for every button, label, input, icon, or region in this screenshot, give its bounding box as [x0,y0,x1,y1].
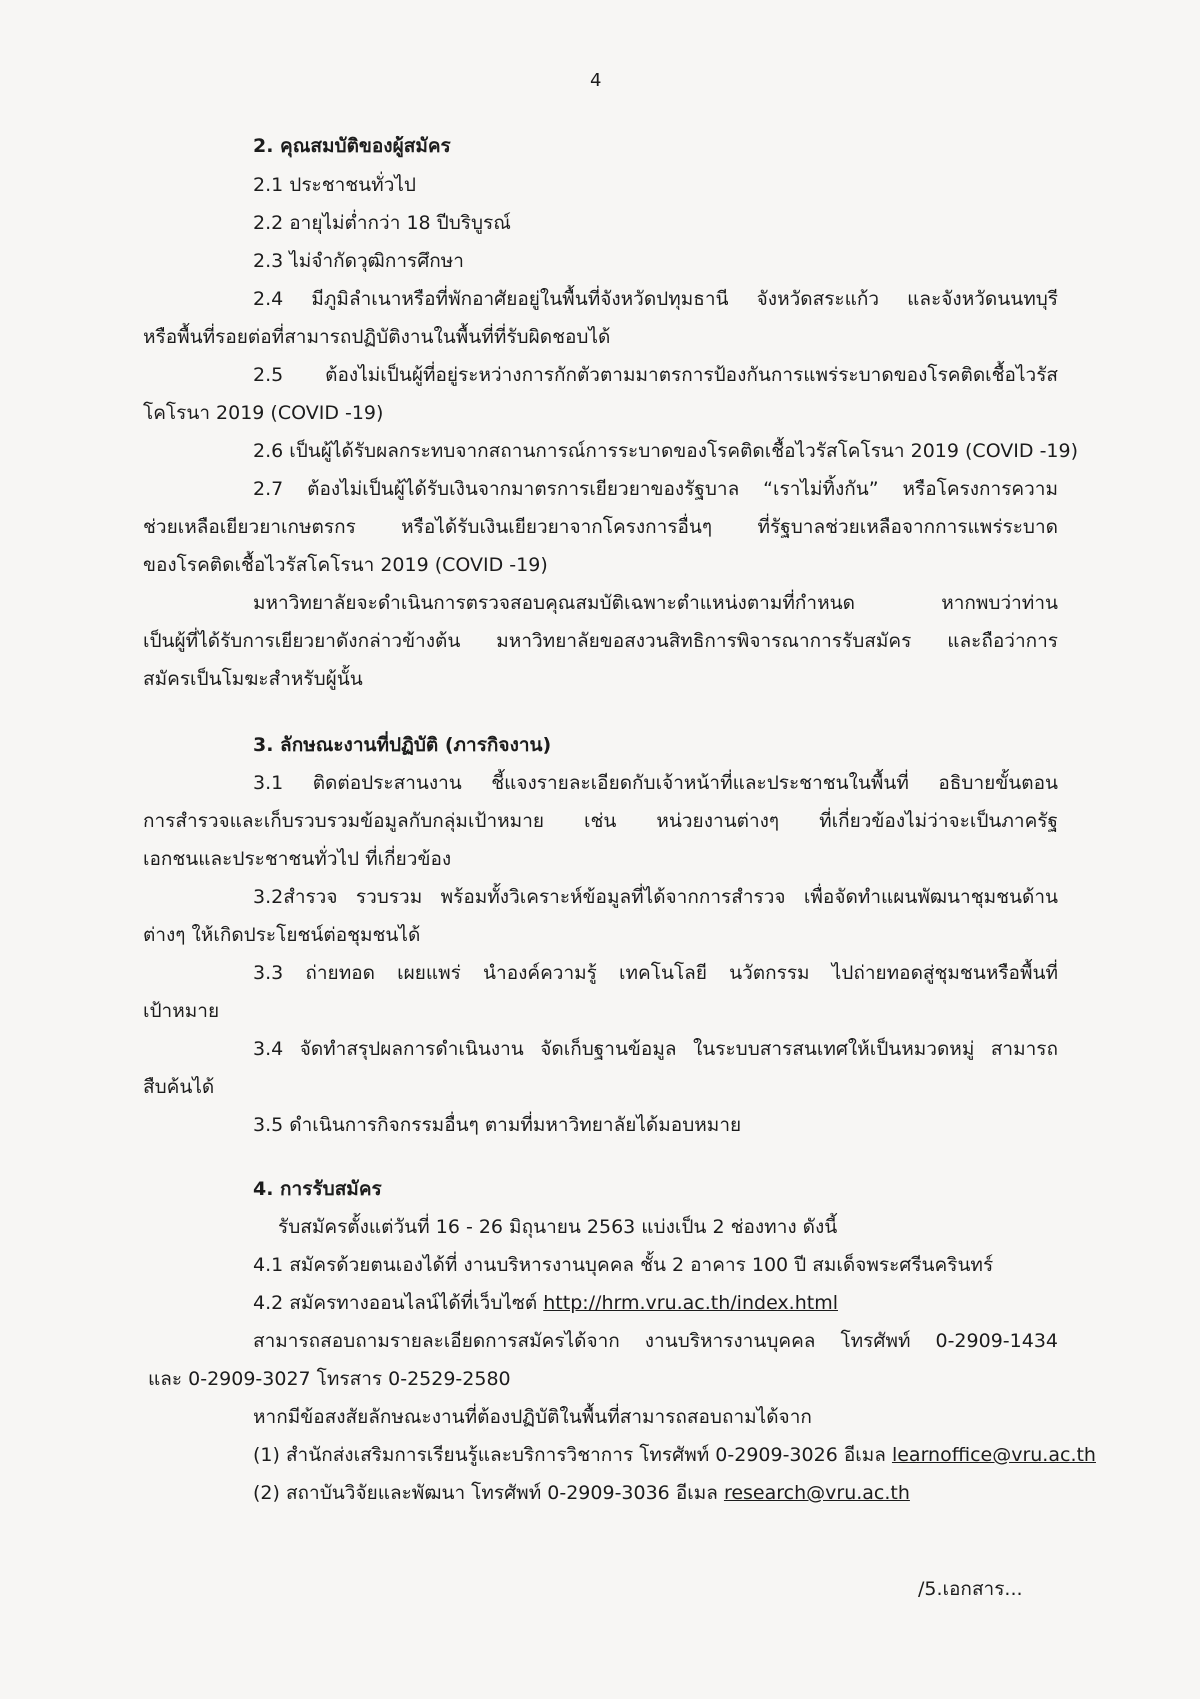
item-3-2-line2: ต่างๆ ให้เกิดประโยชน์ต่อชุมชนได้ [143,924,421,946]
continuation-marker: /5.เอกสาร... [918,1578,1023,1600]
contact-line1: สามารถสอบถามรายละเอียดการสมัครได้จาก งานบริหารงานบุคคล โทรศัพท์ 0-2909-1434 [253,1330,1058,1352]
research-email-link[interactable]: research@vru.ac.th [723,1482,910,1504]
item-3-4-line1: 3.4 จัดทำสรุปผลการดำเนินงาน จัดเก็บฐานข้อมูล ในระบบสารสนเทศให้เป็นหมวดหมู่ สามารถ [253,1038,1058,1060]
item-2-2: 2.2 อายุไม่ต่ำกว่า 18 ปีบริบูรณ์ [253,212,511,234]
section-2-note-line2: เป็นผู้ที่ได้รับการเยียวยาดังกล่าวข้างต้น มหาวิทยาลัยขอสงวนสิทธิการพิจารณาการรับสมัคร และถือว่าการ [143,630,1058,652]
section-4-heading: 4. การรับสมัคร [253,1178,382,1200]
item-2-3: 2.3 ไม่จำกัดวุฒิการศึกษา [253,250,464,272]
item-3-3-line1: 3.3 ถ่ายทอด เผยแพร่ นำองค์ความรู้ เทคโนโลยี นวัตกรรม ไปถ่ายทอดสู่ชุมชนหรือพื้นที่ [253,962,1058,984]
section-3-heading: 3. ลักษณะงานที่ปฏิบัติ (ภารกิจงาน) [253,734,552,756]
contact-1-label: (1) สำนักส่งเสริมการเรียนรู้และบริการวิชาการ โทรศัพท์ 0-2909-3026 อีเมล [253,1444,886,1466]
item-3-2-line1: 3.2สำรวจ รวบรวม พร้อมทั้งวิเคราะห์ข้อมูลที่ได้จากการสำรวจ เพื่อจัดทำแผนพัฒนาชุมชนด้าน [253,886,1058,908]
item-2-7-line1: 2.7 ต้องไม่เป็นผู้ได้รับเงินจากมาตรการเยียวยาของรัฐบาล “เราไม่ทิ้งกัน” หรือโครงการความ [253,478,1058,500]
inquiry-note: หากมีข้อสงสัยลักษณะงานที่ต้องปฏิบัติในพื้นที่สามารถสอบถามได้จาก [253,1406,812,1428]
item-4-1: 4.1 สมัครด้วยตนเองได้ที่ งานบริหารงานบุคคล ชั้น 2 อาคาร 100 ปี สมเด็จพระศรีนครินทร์ [253,1254,994,1276]
item-3-5: 3.5 ดำเนินการกิจกรรมอื่นๆ ตามที่มหาวิทยาลัยได้มอบหมาย [253,1114,742,1136]
contact-2-label: (2) สถาบันวิจัยและพัฒนา โทรศัพท์ 0-2909-3036 อีเมล [253,1482,718,1504]
item-2-4-line1: 2.4 มีภูมิลำเนาหรือที่พักอาศัยอยู่ในพื้นที่จังหวัดปทุมธานี จังหวัดสระแก้ว และจังหวัดนนทบุรี [253,288,1058,310]
contact-line2: และ 0-2909-3027 โทรสาร 0-2529-2580 [148,1368,511,1390]
section-2-heading: 2. คุณสมบัติของผู้สมัคร [253,135,451,157]
learnoffice-email-link[interactable]: learnoffice@vru.ac.th [891,1444,1096,1466]
contact-1 [253,1442,1096,1468]
item-2-1: 2.1 ประชาชนทั่วไป [253,174,416,196]
item-2-5-line1: 2.5 ต้องไม่เป็นผู้ที่อยู่ระหว่างการกักตัวตามมาตรการป้องกันการแพร่ระบาดของโรคติดเชื้อไวรัส [253,364,1058,386]
item-2-7-line2: ช่วยเหลือเยียวยาเกษตรกร หรือได้รับเงินเยียวยาจากโครงการอื่นๆ ที่รัฐบาลช่วยเหลือจากการแพร่ระบาด [143,516,1058,538]
item-3-1-line1: 3.1 ติดต่อประสานงาน ชี้แจงรายละเอียดกับเจ้าหน้าที่และประชาชนในพื้นที่ อธิบายขั้นตอน [253,772,1058,794]
item-3-1-line3: เอกชนและประชาชนทั่วไป ที่เกี่ยวข้อง [143,848,452,870]
section-2-note-line3: สมัครเป็นโมฆะสำหรับผู้นั้น [143,668,363,690]
item-4-2 [253,1290,838,1316]
contact-2 [253,1480,910,1506]
hrm-website-link[interactable]: http://hrm.vru.ac.th/index.html [543,1292,838,1314]
application-period: รับสมัครตั้งแต่วันที่ 16 - 26 มิถุนายน 2563 แบ่งเป็น 2 ช่องทาง ดังนี้ [278,1216,838,1238]
item-3-3-line2: เป้าหมาย [143,1000,220,1022]
item-2-7-line3: ของโรคติดเชื้อไวรัสโคโรนา 2019 (COVID -19) [143,554,548,576]
page-number: 4 [590,70,602,91]
item-3-4-line2: สืบค้นได้ [143,1076,215,1098]
item-3-1-line2: การสำรวจและเก็บรวบรวมข้อมูลกับกลุ่มเป้าหมาย เช่น หน่วยงานต่างๆ ที่เกี่ยวข้องไม่ว่าจะเป็นภาครัฐ [143,810,1058,832]
item-2-6: 2.6 เป็นผู้ได้รับผลกระทบจากสถานการณ์การระบาดของโรคติดเชื้อไวรัสโคโรนา 2019 (COVID -19) [253,440,1079,462]
item-4-2-label: 4.2 สมัครทางออนไลน์ได้ที่เว็บไซต์ [253,1292,538,1314]
item-2-4-line2: หรือพื้นที่รอยต่อที่สามารถปฏิบัติงานในพื้นที่ที่รับผิดชอบได้ [143,326,611,348]
item-2-5-line2: โคโรนา 2019 (COVID -19) [143,402,384,424]
section-2-note-line1: มหาวิทยาลัยจะดำเนินการตรวจสอบคุณสมบัติเฉพาะตำแหน่งตามที่กำหนด หากพบว่าท่าน [253,592,1058,614]
